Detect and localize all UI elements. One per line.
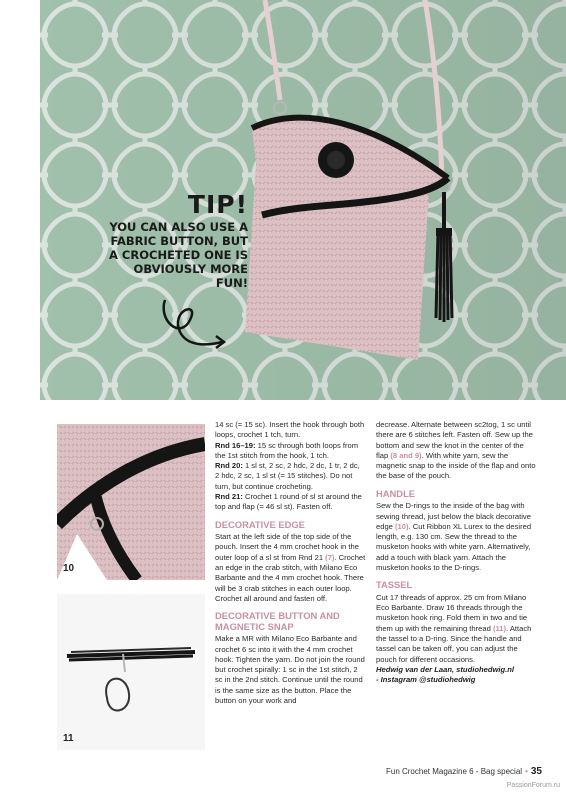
figure-ref: (10) <box>395 521 409 531</box>
text-run: Sew the D-rings to the inside of the bag with sewing thread, just below the black decorative edge <box>376 501 531 531</box>
page-number: 35 <box>530 766 542 777</box>
paragraph: 14 sc (= 15 sc). Insert the hook through both loops, crochet 1 tch, turn. <box>215 420 365 440</box>
text-run: . With white yarn, sew the magnetic snap to the inside of the flap and onto the base of the pouch. <box>376 450 536 481</box>
text-column-1 <box>215 420 366 706</box>
step-photo-11 <box>57 594 205 750</box>
figure-ref: (8 and 9) <box>390 450 422 460</box>
tip-title: TIP! <box>187 190 248 219</box>
tip-callout <box>108 192 248 290</box>
round-label: Rnd 21: <box>215 492 243 502</box>
round-text: 1 sl st, 2 sc, 2 hdc, 2 dc, 1 tr, 2 dc, 2 hdc, 2 sc, 1 sl st (= 15 stitches). Do not turn, but continue crocheting. <box>215 461 360 491</box>
author-credit: Hedwig van der Laan, studiohedwig.nl <box>376 664 514 674</box>
text-column-2 <box>376 420 538 686</box>
bullet-icon: • <box>525 767 528 776</box>
section-heading: DECORATIVE EDGE <box>215 518 305 530</box>
instagram-credit: - Instagram @studiohedwig <box>376 675 476 685</box>
figure-ref: (7) <box>325 552 335 562</box>
page-footer <box>327 766 542 777</box>
paragraph <box>376 420 538 482</box>
round-label: Rnd 20: <box>215 461 243 471</box>
photo-number: 10 <box>63 563 75 574</box>
text-run: Cut 17 threads of approx. 25 cm from Milano Eco Barbante. Draw 16 threads through the musketon hook ring. Fold them in two and tie them up with the remaining thread <box>376 592 528 633</box>
text-run: . Cut Ribbon XL Lurex to the desired length, e.g. 130 cm. Sew the thread to the musketon hooks with white yarn. Alternatively, add a touch with black yarn. Attach the musketon hooks to the D-rings. <box>376 521 532 573</box>
text-run: decrease. Alternate between sc2tog, 1 sc until there are 6 stitches left. Fasten off. Sew up the bottom and sew the knot in the center of the flap <box>376 420 533 460</box>
tip-body: YOU CAN ALSO USE A FABRIC BUTTON, BUT A CROCHETED ONE IS OBVIOUSLY MORE FUN! <box>109 220 248 290</box>
text-run: . Crochet an edge in the crab stitch, with Milano Eco Barbante and the 4 mm crochet hook. There will be 3 crab stitches in each outer loop. Crochet all around and fasten off. <box>215 552 366 603</box>
paragraph <box>215 461 366 492</box>
text-run: Start at the left side of the top side of the pouch. Insert the 4 mm crochet hook in the outer loop of a sl st from Rnd 21 <box>215 532 359 562</box>
paragraph <box>215 492 366 513</box>
paragraph: Make a MR with Milano Eco Barbante and crochet 6 sc into it with the 4 mm crochet hook. Tighten the yarn. Do not join the round but crochet spirally: 1 sc in the 1st stitch, 2 sc in the 2nd stitch. Continue until the round is the same size as the button. Place the button on your work and <box>215 634 365 706</box>
section-heading: HANDLE <box>376 487 416 499</box>
paragraph <box>215 441 366 462</box>
step-photo-10 <box>57 424 205 580</box>
text-run: . Attach the tassel to a D-ring. Since the handle and tassel can be taken off, you can adjust the pouch for different occasions. <box>376 623 532 664</box>
watermark: PassionForum.ru <box>506 782 560 789</box>
photo-number: 11 <box>63 733 74 744</box>
figure-ref: (11) <box>492 623 507 633</box>
round-text: 15 sc through both loops from the 1st stitch from the hook, 1 tch. <box>215 440 359 460</box>
section-heading: DECORATIVE BUTTON AND MAGNETIC SNAP <box>215 610 340 632</box>
d-ring-detail-image <box>57 424 205 580</box>
tassel-detail-image <box>57 594 205 750</box>
section-heading: TASSEL <box>376 579 413 591</box>
round-label: Rnd 16–19: <box>215 440 256 450</box>
paragraph <box>376 593 538 665</box>
magazine-title: Fun Crochet Magazine 6 - Bag special <box>385 767 523 776</box>
paragraph <box>376 501 538 573</box>
paragraph <box>215 532 366 604</box>
round-text: Crochet 1 round of sl st around the top and flap (= 46 sl st). Fasten off. <box>215 492 362 512</box>
